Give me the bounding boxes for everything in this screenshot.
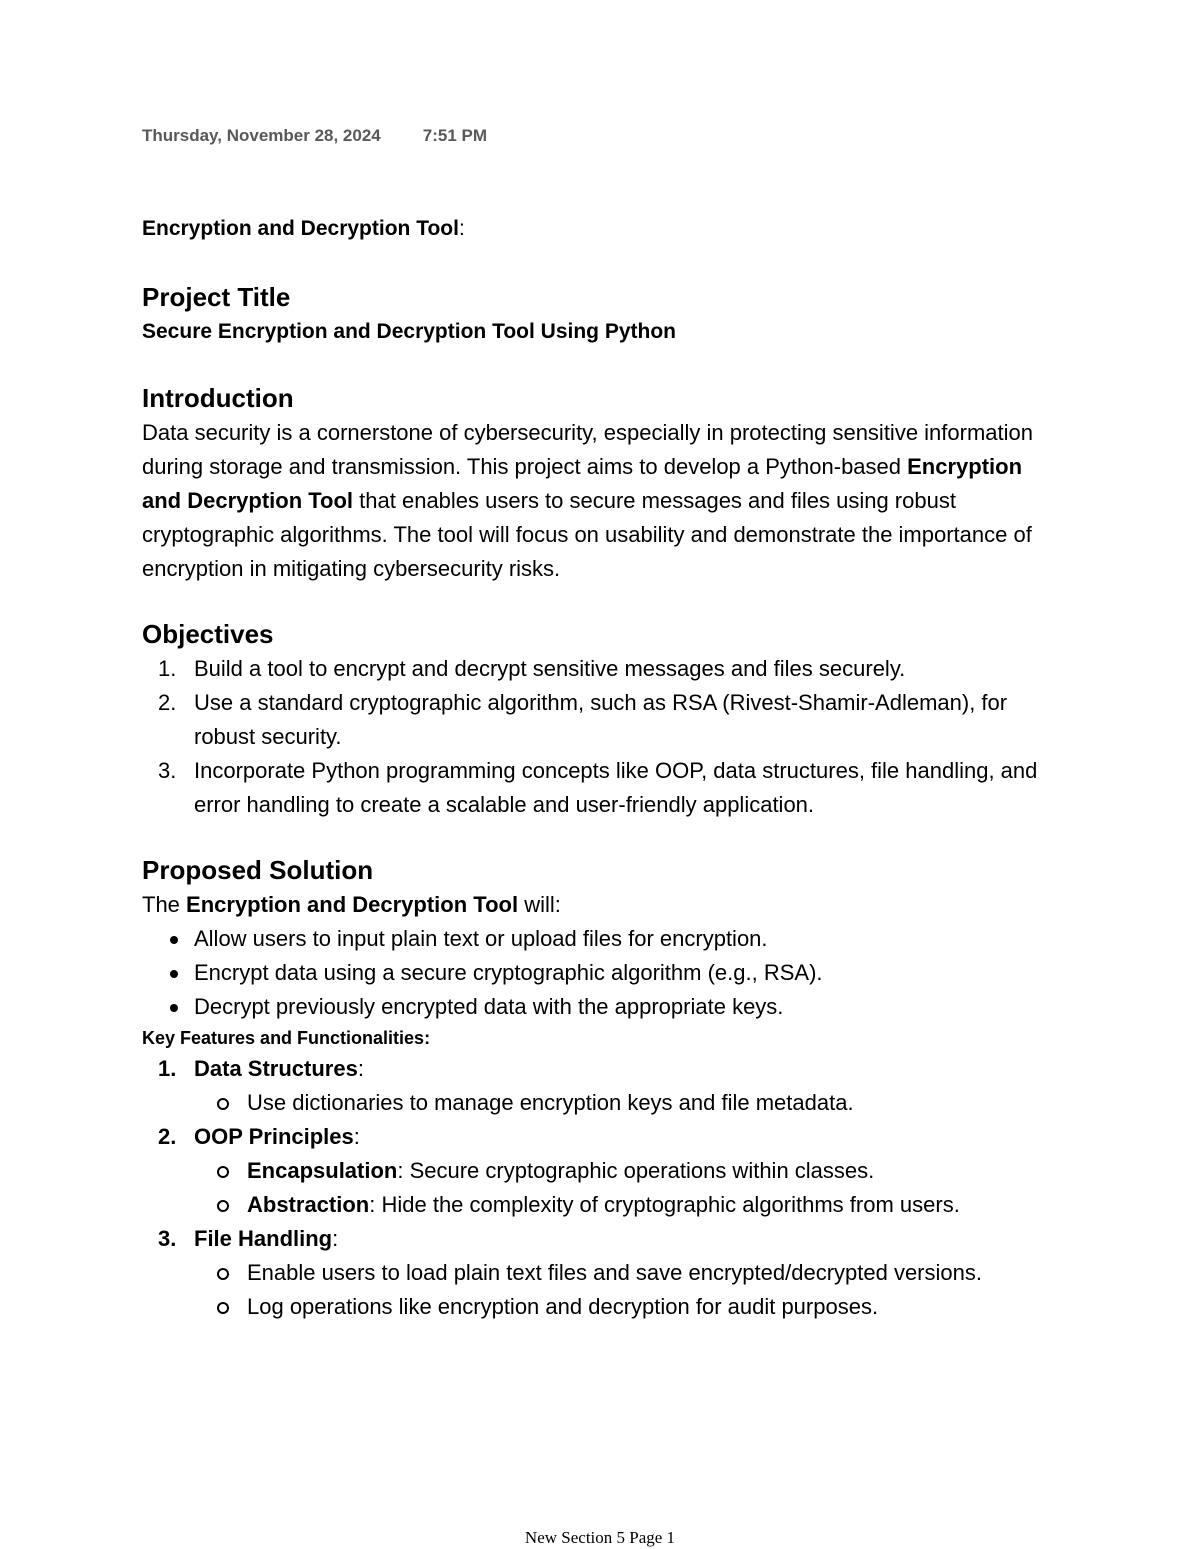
- proposed-bullet-list: [142, 922, 1062, 1024]
- objective-number: 1.: [158, 656, 177, 681]
- feature-sublist: [194, 1154, 1062, 1222]
- feature-colon: :: [357, 1056, 364, 1081]
- sub-item-text: Log operations like encryption and decryption for audit purposes.: [247, 1294, 879, 1319]
- sub-item-text: Use dictionaries to manage encryption keys and file metadata.: [247, 1090, 854, 1115]
- sub-item-text: : Secure cryptographic operations within classes.: [397, 1158, 875, 1183]
- hollow-bullet-icon: [217, 1166, 229, 1178]
- bullet-icon: [170, 1004, 178, 1012]
- objective-item: [142, 652, 1062, 686]
- intro-text-1: Data security is a cornerstone of cybersecurity, especially in protecting sensitive information during storage and transmission. This project aims to develop a Python-based: [142, 420, 1033, 479]
- sub-item-bold: Encapsulation: [247, 1158, 398, 1183]
- feature-title: OOP Principles: [194, 1124, 354, 1149]
- sub-item: [194, 1256, 1062, 1290]
- hollow-bullet-icon: [217, 1200, 229, 1212]
- bullet-icon: [170, 970, 178, 978]
- intro-bold-term: Encryption and Decryption Tool: [142, 454, 1023, 513]
- objective-number: 3.: [158, 758, 177, 783]
- feature-sublist: [194, 1086, 1062, 1120]
- feature-title: File Handling: [194, 1226, 333, 1251]
- page-footer: New Section 5 Page 1: [524, 1528, 676, 1547]
- proposed-lead: [142, 888, 1062, 922]
- bullet-item: [142, 956, 1062, 990]
- bullet-item: [142, 990, 1062, 1024]
- project-title-heading: Project Title: [142, 282, 291, 312]
- feature-number: 2.: [158, 1124, 177, 1149]
- bullet-text: Encrypt data using a secure cryptographic algorithm (e.g., RSA).: [194, 960, 823, 985]
- hollow-bullet-icon: [217, 1268, 229, 1280]
- features-list: [142, 1052, 1062, 1324]
- feature-number: 3.: [158, 1226, 177, 1251]
- introduction-heading: Introduction: [142, 383, 294, 413]
- document-title-colon: :: [458, 217, 465, 240]
- sub-item-text: Enable users to load plain text files and save encrypted/decrypted versions.: [247, 1260, 982, 1285]
- objectives-heading: Objectives: [142, 619, 274, 649]
- document-title-text: Encryption and Decryption Tool: [142, 217, 459, 240]
- feature-item: [142, 1052, 1062, 1120]
- bullet-text: Decrypt previously encrypted data with the appropriate keys.: [194, 994, 784, 1019]
- sub-item: [194, 1086, 1062, 1120]
- feature-colon: :: [332, 1226, 339, 1251]
- intro-text-2: that enables users to secure messages and files using robust cryptographic algorithms. The tool will focus on usability and demonstrate the importance of encryption in mitigating cybersecurity risks.: [142, 488, 1032, 581]
- introduction-paragraph: [142, 416, 1062, 586]
- sub-item: [194, 1290, 1062, 1324]
- sub-item-text: : Hide the complexity of cryptographic algorithms from users.: [369, 1192, 960, 1217]
- key-features-heading: Key Features and Functionalities:: [142, 1028, 431, 1048]
- feature-item: [142, 1222, 1062, 1324]
- bullet-text: Allow users to input plain text or upload files for encryption.: [194, 926, 768, 951]
- feature-sublist: [194, 1256, 1062, 1324]
- proposed-solution-heading: Proposed Solution: [142, 855, 374, 885]
- objective-text: Build a tool to encrypt and decrypt sensitive messages and files securely.: [194, 656, 906, 681]
- feature-item: [142, 1120, 1062, 1222]
- feature-number: 1.: [158, 1056, 177, 1081]
- proposed-lead-pre: The: [142, 892, 187, 917]
- project-subtitle: Secure Encryption and Decryption Tool Using Python: [142, 320, 677, 343]
- bullet-icon: [170, 936, 178, 944]
- proposed-lead-post: will:: [518, 892, 561, 917]
- proposed-lead-bold: Encryption and Decryption Tool: [186, 892, 519, 917]
- hollow-bullet-icon: [217, 1098, 229, 1110]
- objective-item: [142, 754, 1062, 822]
- objective-number: 2.: [158, 690, 177, 715]
- bullet-item: [142, 922, 1062, 956]
- objective-text: Use a standard cryptographic algorithm, such as RSA (Rivest-Shamir-Adleman), for robust security.: [194, 690, 1008, 749]
- document-title: [142, 212, 1062, 246]
- hollow-bullet-icon: [217, 1302, 229, 1314]
- objective-item: [142, 686, 1062, 754]
- document-body: [142, 212, 1062, 1324]
- feature-title: Data Structures: [194, 1056, 358, 1081]
- date-text: Thursday, November 28, 2024: [142, 126, 381, 145]
- objective-text: Incorporate Python programming concepts like OOP, data structures, file handling, and error handling to create a scalable and user-friendly application.: [194, 758, 1038, 817]
- sub-item: [194, 1154, 1062, 1188]
- time-text: 7:51 PM: [422, 126, 487, 145]
- feature-colon: :: [353, 1124, 360, 1149]
- objectives-list: [142, 652, 1062, 822]
- timestamp: [142, 126, 487, 146]
- sub-item: [194, 1188, 1062, 1222]
- sub-item-bold: Abstraction: [247, 1192, 370, 1217]
